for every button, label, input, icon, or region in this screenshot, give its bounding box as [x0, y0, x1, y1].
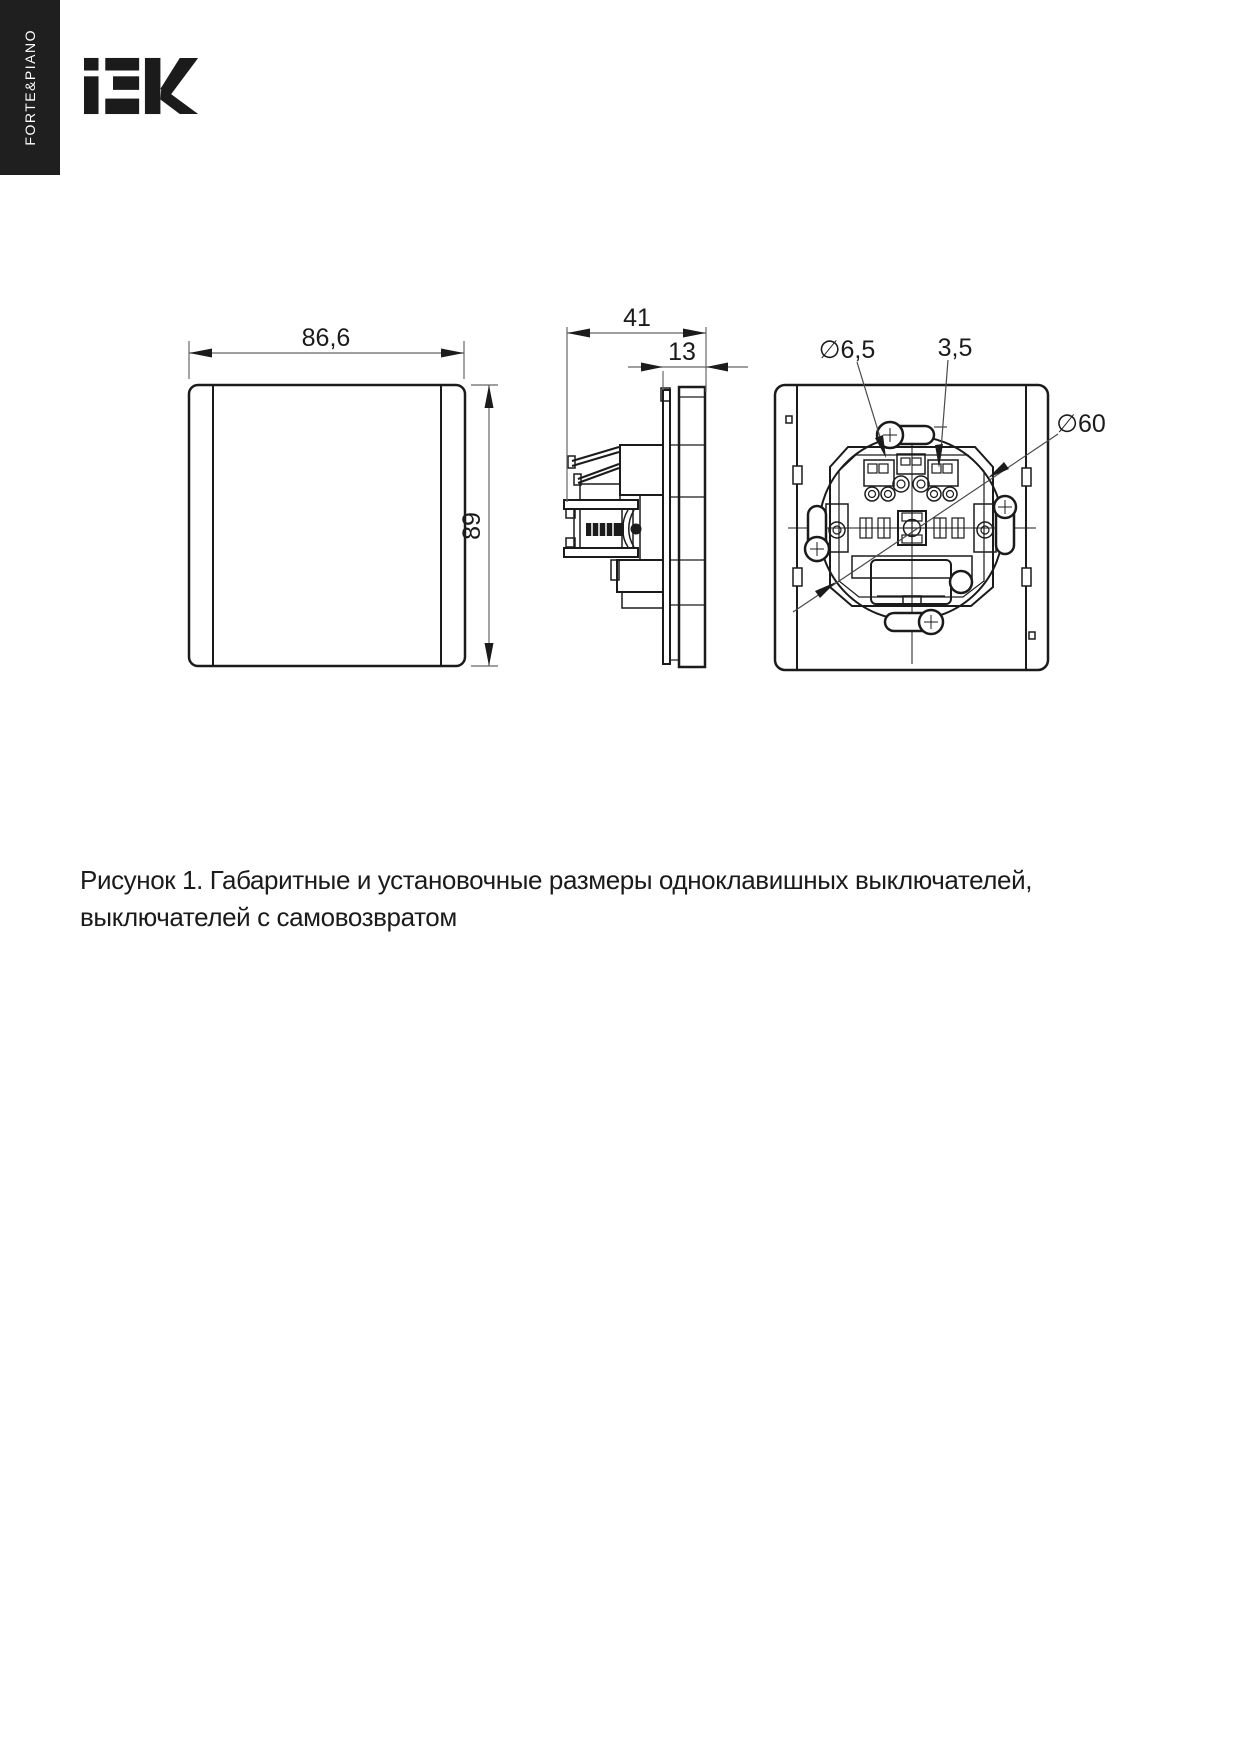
front-view [189, 324, 498, 666]
dim-front-height: 89 [458, 512, 486, 540]
dim-mount-circle: ∅60 [1056, 410, 1106, 438]
figure-caption-line2: выключателей с самовозвратом [80, 902, 457, 932]
dim-depth-total: 41 [623, 304, 651, 332]
series-label: FORTE&PIANO [22, 29, 38, 146]
rear-view [775, 334, 1106, 670]
dim-depth-front: 13 [668, 338, 696, 366]
dim-slot-width: 3,5 [937, 334, 973, 362]
figure-caption-line1: Рисунок 1. Габаритные и установочные размеры одноклавишных выключателей, [80, 865, 1033, 895]
side-view [564, 304, 748, 667]
dim-front-width: 86,6 [301, 324, 351, 352]
figure-caption [80, 862, 1160, 936]
dim-hole-diameter: ∅6,5 [818, 336, 876, 364]
